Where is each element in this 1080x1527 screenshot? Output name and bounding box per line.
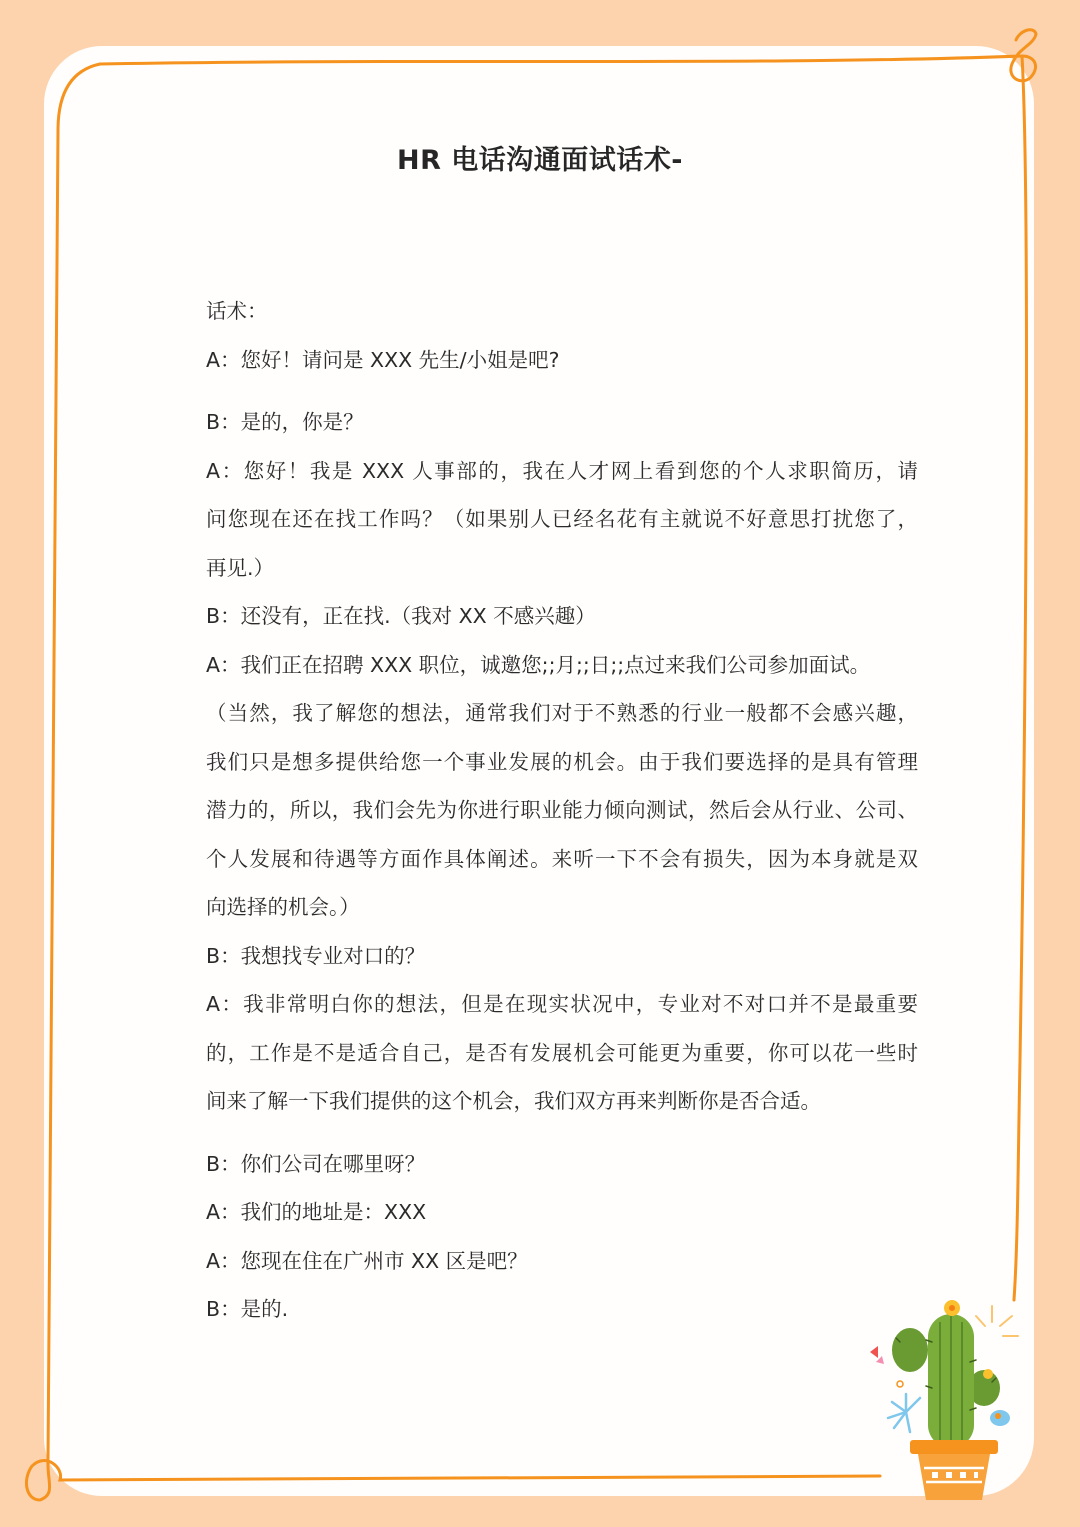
dialogue-line: 个人发展和待遇等方面作具体阐述。来听一下不会有损失，因为本身就是双: [206, 846, 918, 871]
dialogue-line: B：还没有，正在找.（我对 XX 不感兴趣）: [206, 604, 596, 628]
dialogue-line: （当然，我了解您的想法，通常我们对于不熟悉的行业一般都不会感兴趣，: [206, 701, 918, 725]
dialogue-line: 潜力的，所以，我们会先为你进行职业能力倾向测试，然后会从行业、公司、: [206, 798, 918, 822]
dialogue-line: 问您现在还在找工作吗？（如果别人已经名花有主就说不好意思打扰您了，: [206, 507, 918, 531]
dialogue-line: B：是的.: [206, 1297, 289, 1321]
dialogue-line: A：我非常明白你的想法，但是在现实状况中，专业对不对口并不是最重要: [206, 992, 918, 1016]
dialogue-line: A：我们的地址是：XXX: [206, 1200, 427, 1224]
dialogue-line: 再见.）: [206, 555, 275, 580]
dialogue-line: A：您好！请问是 XXX 先生/小姐是吧?: [206, 347, 560, 372]
section-label: 话术：: [206, 299, 268, 323]
dialogue-body: [206, 287, 918, 1334]
dialogue-line: A：您现在住在广州市 XX 区是吧？: [206, 1248, 528, 1273]
dialogue-line: B：我想找专业对口的？: [206, 943, 426, 968]
dialogue-line: 的，工作是不是适合自己，是否有发展机会可能更为重要，你可以花一些时: [206, 1040, 918, 1065]
dialogue-line: 向选择的机会。）: [206, 895, 360, 919]
dialogue-line: A：您好！我是 XXX 人事部的，我在人才网上看到您的个人求职简历，请: [206, 458, 918, 483]
document-title: HR 电话沟通面试话术-: [397, 145, 683, 176]
dialogue-line: 我们只是想多提供给您一个事业发展的机会。由于我们要选择的是具有管理: [206, 749, 918, 774]
dialogue-line: 间来了解一下我们提供的这个机会，我们双方再来判断你是否合适。: [206, 1089, 821, 1113]
dialogue-line: B：你们公司在哪里呀？: [206, 1151, 426, 1176]
potted-cactus-icon: [860, 1292, 1030, 1507]
dialogue-line: B：是的，你是？: [206, 410, 364, 434]
dialogue-line: A：我们正在招聘 XXX 职位，诚邀您;;月;;日;;点过来我们公司参加面试。: [206, 652, 871, 677]
